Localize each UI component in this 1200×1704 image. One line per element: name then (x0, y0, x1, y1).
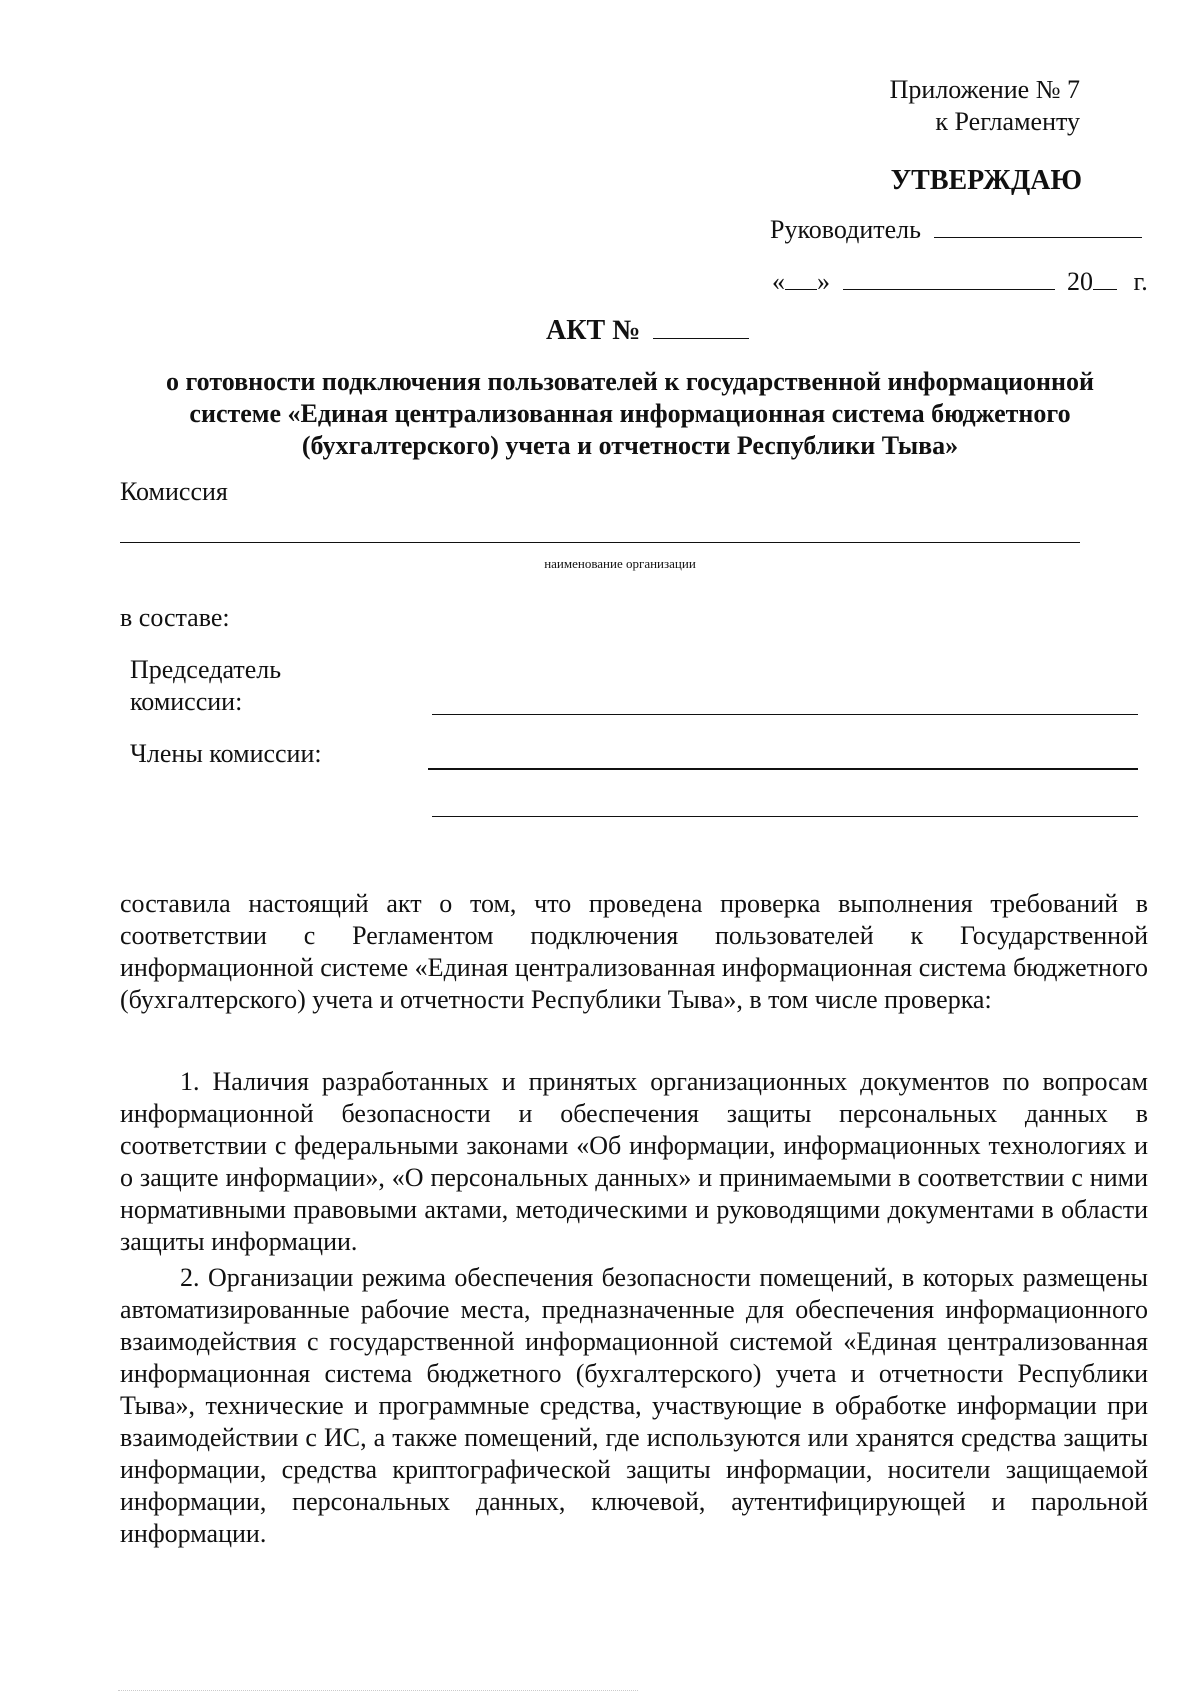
scan-artifact-divider (118, 1690, 638, 1693)
organization-name-line (120, 542, 1080, 543)
date-close-quote: » (817, 267, 830, 296)
regulation-reference: к Регламенту (935, 107, 1080, 136)
commission-label: Комиссия (120, 477, 228, 506)
month-blank (843, 267, 1055, 290)
day-blank (785, 267, 817, 290)
act-number-blank (653, 316, 749, 339)
act-subtitle-line2: системе «Единая централизованная информационная система бюджетного (189, 399, 1071, 428)
member-signature-line-1 (428, 768, 1138, 770)
members-label: Члены комиссии: (130, 739, 322, 768)
intro-paragraph: составила настоящий акт о том, что проведена проверка выполнения требований в соответствии с Регламентом подключения пользователей к Государственной информационной системе «Единая централизованная информационная система бюджетного (бухгалтерского) учета и отчетности Республики Тыва», в том числе проверка: (120, 889, 1148, 1014)
requirement-item-2: 2. Организации режима обеспечения безопасности помещений, в которых размещены автоматизированные рабочие места, предназначенные для обеспечения информационного взаимодействия с государственной информационной системой «Единая централизованная информационная система бюджетного (бухгалтерского) учета и отчетности Республики Тыва», технические и программные средства, участвующие в обработке информации при взаимодействии с ИС, а также помещений, где используются или хранятся средства защиты информации, средства криптографической защиты информации, носители защищаемой информации, персональных данных, ключевой, аутентифицирующей и парольной информации. (120, 1263, 1148, 1548)
approval-date-line (772, 266, 1192, 298)
chair-label-line1: Председатель (130, 655, 282, 684)
act-title-line (546, 314, 749, 348)
chair-label-line2: комиссии: (130, 687, 243, 716)
year-blank (1093, 267, 1117, 290)
requirement-item-1: 1. Наличия разработанных и принятых организационных документов по вопросам информационной безопасности и обеспечения защиты персональных данных в соответствии с федеральными законами «Об информации, информационных технологиях и о защите информации», «О персональных данных» и принимаемыми в соответствии с ними нормативными правовыми актами, методическими и руководящими документами в области защиты информации. (120, 1067, 1148, 1256)
year-prefix: 20 (1067, 267, 1093, 296)
appendix-header (680, 74, 1080, 138)
head-signature-line (770, 214, 1170, 246)
year-suffix: г. (1133, 267, 1148, 296)
member-signature-line-2 (432, 816, 1138, 817)
act-subtitle-line3: (бухгалтерского) учета и отчетности Республики Тыва» (301, 431, 959, 460)
act-title: АКТ № (546, 315, 641, 346)
approve-heading: УТВЕРЖДАЮ (890, 165, 1082, 196)
chair-label (130, 654, 281, 718)
chair-signature-line (432, 714, 1138, 715)
head-label: Руководитель (770, 215, 921, 244)
composition-label: в составе: (120, 603, 230, 632)
head-signature-blank (934, 215, 1142, 238)
appendix-number: Приложение № 7 (889, 75, 1080, 104)
act-subtitle (110, 366, 1150, 462)
act-subtitle-line1: о готовности подключения пользователей к государственной информационной (166, 367, 1094, 396)
date-open-quote: « (772, 267, 785, 296)
organization-caption: наименование организации (544, 556, 696, 571)
